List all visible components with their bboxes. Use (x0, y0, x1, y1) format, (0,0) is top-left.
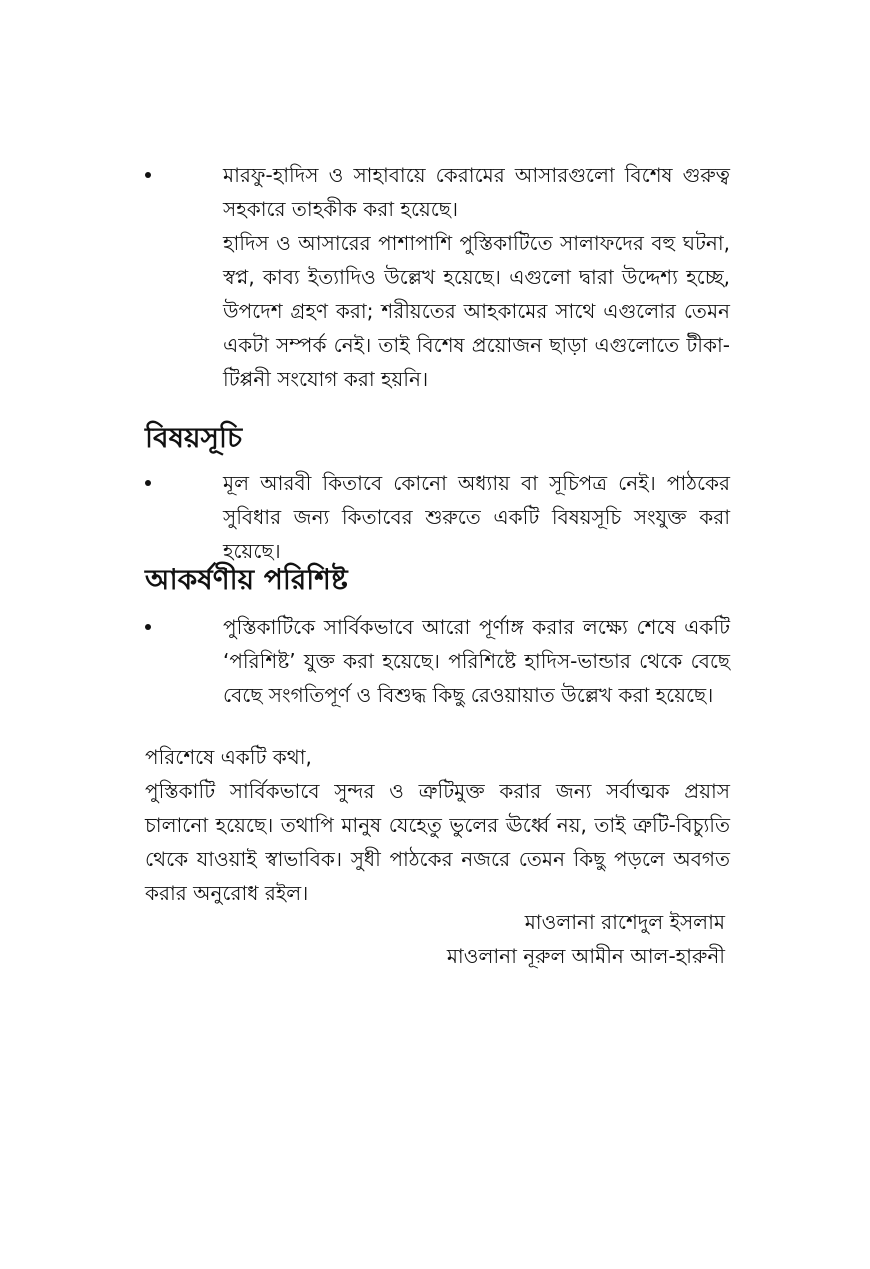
paragraph-tahqiq: মারফু-হাদিস ও সাহাবায়ে কেরামের আসারগুলো বিশেষ গুরুত্ব সহকারে তাহকীক করা হয়েছে। (223, 163, 730, 221)
bullet-point (145, 624, 151, 630)
paragraph-salaf-events: হাদিস ও আসারের পাশাপাশি পুস্তিকাটিতে সালাফদের বহু ঘটনা, স্বপ্ন, কাব্য ইত্যাদিও উল্লেখ হয়েছে। এগুলো দ্বারা উদ্দেশ্য হচ্ছে, উপদেশ গ্রহণ করা; শরীয়তের আহকামের সাথে এগুলোর তেমন একটা সম্পর্ক নেই। তাই বিশেষ প্রয়োজন ছাড়া এগুলোতে টীকা-টিপ্পনী সংযোগ করা হয়নি। (223, 231, 730, 391)
bullet-text (223, 158, 730, 396)
bullet-point (145, 172, 151, 178)
closing-intro: পরিশেষে একটি কথা, (145, 745, 312, 769)
bullet-text (223, 610, 730, 712)
closing-text: পুস্তিকাটি সার্বিকভাবে সুন্দর ও ত্রুটিমুক্ত করার জন্য সর্বাত্মক প্রয়াস চালানো হয়েছে। তথাপি মানুষ যেহেতু ভুলের ঊর্ধ্বে নয়, তাই ত্রুটি-বিচ্যুতি থেকে যাওয়াই স্বাভাবিক। সুধী পাঠকের নজরে তেমন কিছু পড়লে অবগত করার অনুরোধ রইল। (145, 779, 730, 905)
bullet-index (145, 466, 730, 568)
signature-block (447, 905, 725, 973)
heading-appendix: আকর্ষণীয় পরিশিষ্ট (145, 563, 348, 596)
bullet-appendix (145, 610, 730, 712)
bullet-text (223, 466, 730, 568)
paragraph-index: মূল আরবী কিতাবে কোনো অধ্যায় বা সূচিপত্র নেই। পাঠকের সুবিধার জন্য কিতাবের শুরুতে একটি বিষয়সূচি সংযুক্ত করা হয়েছে। (223, 471, 730, 563)
bullet-tahqiq (145, 158, 730, 396)
paragraph-appendix: পুস্তিকাটিকে সার্বিকভাবে আরো পূর্ণাঙ্গ করার লক্ষ্যে শেষে একটি ‘পরিশিষ্ট’ যুক্ত করা হয়েছে। পরিশিষ্টে হাদিস-ভান্ডার থেকে বেছে বেছে সংগতিপূর্ণ ও বিশুদ্ধ কিছু রেওয়ায়াত উল্লেখ করা হয়েছে। (223, 615, 730, 707)
heading-index: বিষয়সূচি (145, 421, 243, 454)
closing-section (145, 740, 730, 910)
author-name-2: মাওলানা নূরুল আমীন আল-হারুনী (446, 944, 725, 968)
author-name-1: মাওলানা রাশেদুল ইসলাম (524, 910, 725, 934)
bullet-point (145, 480, 151, 486)
